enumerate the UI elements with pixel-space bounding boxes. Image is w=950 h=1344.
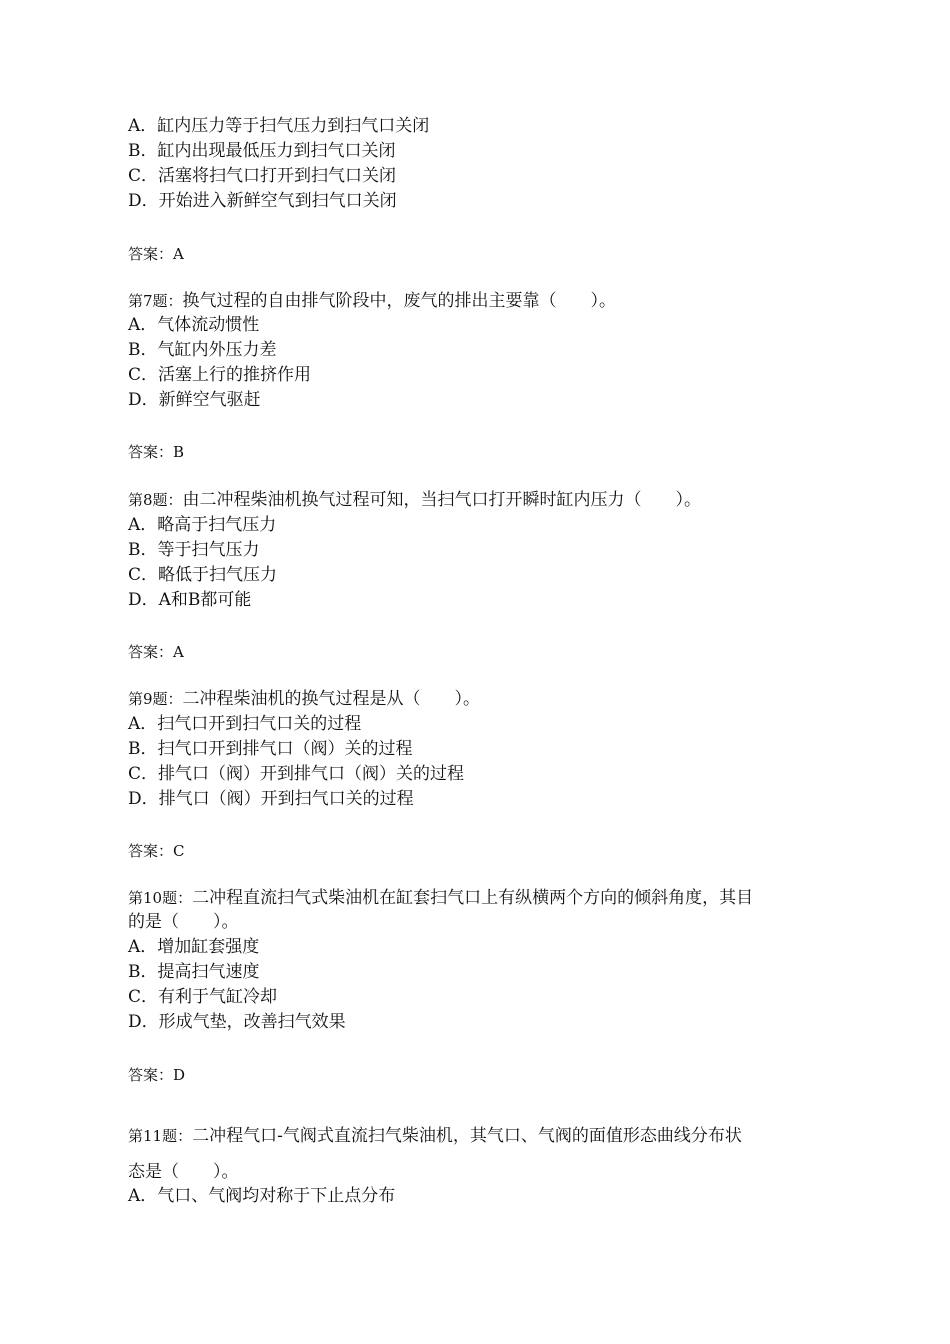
q9-stem-line (128, 688, 480, 710)
q10-label: 第10题： (128, 889, 193, 907)
q11-stem-line (128, 1125, 742, 1147)
q9-option-b: B．扫气口开到排气口（阀）关的过程 (128, 739, 413, 759)
q10-option-b: B．提高扫气速度 (128, 962, 260, 982)
q10-answer: 答案：D (128, 1066, 186, 1084)
q7-stem: 换气过程的自由排气阶段中，废气的排出主要靠（ ）。 (182, 291, 617, 311)
q7-option-b: B．气缸内外压力差 (128, 340, 277, 360)
q6-answer: 答案：A (128, 245, 184, 263)
q9-option-a: A．扫气口开到扫气口关的过程 (128, 714, 362, 734)
q8-answer: 答案：A (128, 643, 184, 661)
q11-stem-continued: 态是（ ）。 (128, 1162, 239, 1182)
q6-option-c: C．活塞将扫气口打开到扫气口关闭 (128, 166, 397, 186)
q8-option-a: A．略高于扫气压力 (128, 515, 277, 535)
q9-label: 第9题： (128, 690, 183, 708)
q7-option-c: C．活塞上行的推挤作用 (128, 365, 312, 385)
q6-option-d: D．开始进入新鲜空气到扫气口关闭 (128, 191, 397, 211)
q10-option-a: A．增加缸套强度 (128, 937, 260, 957)
q7-option-d: D．新鲜空气驱赶 (128, 390, 261, 410)
q6-option-a: A．缸内压力等于扫气压力到扫气口关闭 (128, 116, 430, 136)
q9-stem: 二冲程柴油机的换气过程是从（ ）。 (182, 689, 481, 709)
q8-option-c: C．略低于扫气压力 (128, 565, 278, 585)
q8-stem: 由二冲程柴油机换气过程可知，当扫气口打开瞬时缸内压力（ ）。 (182, 490, 702, 510)
q10-stem: 二冲程直流扫气式柴油机在缸套扫气口上有纵横两个方向的倾斜角度，其目 (192, 888, 754, 908)
q10-stem-line (128, 887, 753, 909)
q9-option-d: D．排气口（阀）开到扫气口关的过程 (128, 789, 414, 809)
q6-option-b: B．缸内出现最低压力到扫气口关闭 (128, 141, 396, 161)
q7-stem-line (128, 290, 616, 312)
q11-stem: 二冲程气口-气阀式直流扫气柴油机，其气口、气阀的面值形态曲线分布状 (192, 1126, 742, 1146)
q7-label: 第7题： (128, 292, 183, 310)
q10-stem-continued: 的是（ ）。 (128, 912, 239, 932)
q8-option-d: D．A和B都可能 (128, 590, 252, 610)
q11-label: 第11题： (128, 1127, 193, 1145)
q10-option-c: C．有利于气缸冷却 (128, 987, 278, 1007)
q7-option-a: A．气体流动惯性 (128, 315, 260, 335)
q8-stem-line (128, 489, 701, 511)
q9-option-c: C．排气口（阀）开到排气口（阀）关的过程 (128, 764, 465, 784)
q8-label: 第8题： (128, 491, 183, 509)
q8-option-b: B．等于扫气压力 (128, 540, 260, 560)
q10-option-d: D．形成气垫，改善扫气效果 (128, 1012, 346, 1032)
q11-option-a: A．气口、气阀均对称于下止点分布 (128, 1186, 396, 1206)
q9-answer: 答案：C (128, 842, 185, 860)
q7-answer: 答案：B (128, 443, 185, 461)
